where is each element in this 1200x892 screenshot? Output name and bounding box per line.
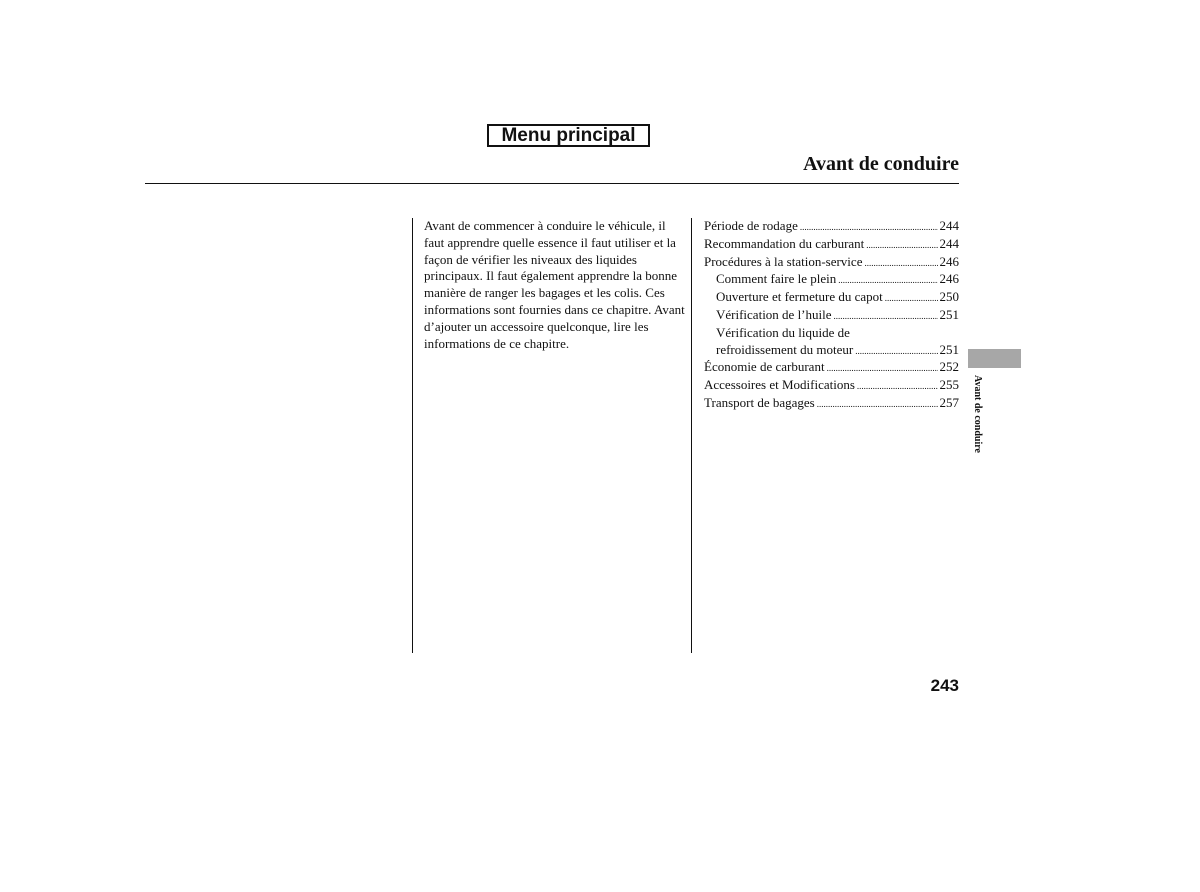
- toc-entry-label[interactable]: Économie de carburant: [704, 359, 825, 375]
- toc-entry-transport-de-bagages[interactable]: [704, 395, 959, 413]
- toc-entry-page: 257: [939, 394, 959, 410]
- toc-entry-page: 250: [939, 289, 959, 305]
- toc-entry-label[interactable]: Transport de bagages: [704, 394, 815, 410]
- menu-principal-button[interactable]: Menu principal: [487, 124, 650, 147]
- toc-entry-verification-liquide-line2[interactable]: [704, 342, 959, 360]
- toc-entry-ouverture-fermeture-capot[interactable]: [704, 289, 959, 307]
- toc-entry-recommandation-du-carburant[interactable]: [704, 236, 959, 254]
- toc-entry-label[interactable]: refroidissement du moteur: [716, 341, 854, 357]
- toc-entry-accessoires-modifications[interactable]: [704, 377, 959, 395]
- toc-entry-comment-faire-le-plein[interactable]: [704, 271, 959, 289]
- leader-dots: [827, 359, 938, 377]
- toc-entry-page: 244: [939, 235, 959, 251]
- toc-entry-page: 244: [939, 218, 959, 233]
- toc-entry-page: 251: [939, 341, 959, 357]
- chapter-side-tab[interactable]: [968, 349, 1021, 368]
- toc-entry-page: 251: [939, 306, 959, 322]
- toc-entry-label[interactable]: Procédures à la station-service: [704, 253, 863, 269]
- toc-entry-label[interactable]: Comment faire le plein: [716, 271, 837, 287]
- column-divider-middle: [691, 218, 692, 653]
- toc-entry-periode-de-rodage[interactable]: [704, 218, 959, 236]
- leader-dots: [834, 307, 938, 325]
- toc-entry-page: 246: [939, 253, 959, 269]
- leader-dots: [817, 395, 938, 413]
- header-divider: [145, 183, 959, 184]
- table-of-contents: [704, 218, 959, 413]
- page-number: 243: [930, 676, 959, 695]
- chapter-side-label: Avant de conduire: [972, 375, 983, 453]
- intro-paragraph: Avant de commencer à conduire le véhicule, il faut apprendre quelle essence il faut utiliser et la façon de vérifier les niveaux des liquides principaux. Il faut également apprendre la bonne manière de ranger les bagages et les colis. Ces informations sont fournies dans ce chapitre. Avant d’ajouter un accessoire quelconque, lire les informations de ce chapitre.: [424, 218, 685, 351]
- toc-entry-label[interactable]: Accessoires et Modifications: [704, 377, 855, 393]
- leader-dots: [838, 271, 937, 289]
- toc-entry-label[interactable]: Vérification du liquide de: [716, 324, 850, 340]
- toc-entry-verification-huile[interactable]: [704, 307, 959, 325]
- leader-dots: [864, 254, 937, 272]
- leader-dots: [800, 218, 938, 236]
- toc-entry-label[interactable]: Recommandation du carburant: [704, 235, 865, 251]
- leader-dots: [855, 342, 937, 360]
- toc-entry-label[interactable]: Ouverture et fermeture du capot: [716, 289, 883, 305]
- leader-dots: [857, 377, 938, 395]
- toc-entry-verification-liquide-line1[interactable]: [704, 325, 959, 342]
- toc-entry-page: 246: [939, 271, 959, 287]
- toc-entry-page: 255: [939, 377, 959, 393]
- toc-entry-label[interactable]: Vérification de l’huile: [716, 306, 832, 322]
- toc-entry-procedures-station-service[interactable]: [704, 254, 959, 272]
- toc-entry-page: 252: [939, 359, 959, 375]
- toc-entry-label[interactable]: Période de rodage: [704, 218, 798, 233]
- toc-entry-economie-de-carburant[interactable]: [704, 359, 959, 377]
- column-divider-left: [412, 218, 413, 653]
- page-title: Avant de conduire: [803, 153, 959, 175]
- leader-dots: [866, 236, 937, 254]
- leader-dots: [885, 289, 938, 307]
